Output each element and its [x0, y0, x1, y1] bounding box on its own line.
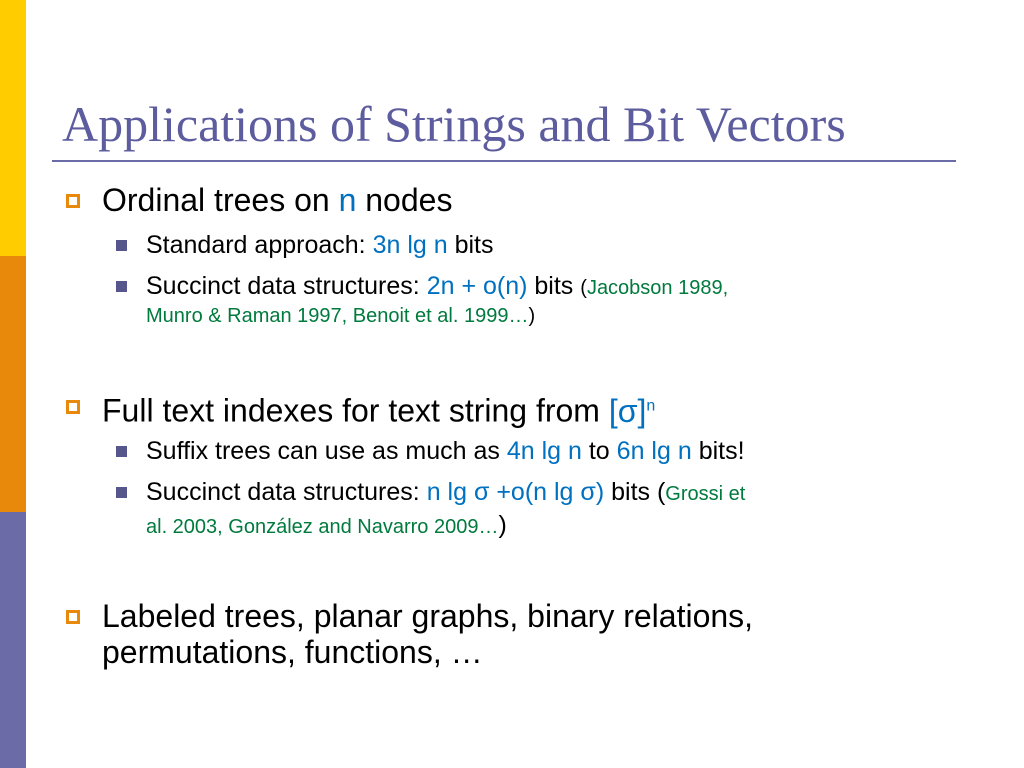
math-expression: n lg σ +o(n lg σ) [426, 478, 605, 506]
sub-bullet-succinct-trees [116, 271, 966, 329]
small-square-bullet-icon [116, 240, 127, 251]
orange-square-bullet-icon [66, 194, 80, 208]
side-color-bar [0, 0, 26, 768]
bullet-text: Full text indexes for text string from $[\sigma]^n$ [102, 392, 656, 429]
citation: Jacobson 1989, [586, 277, 729, 299]
title-divider [52, 160, 956, 162]
citation-continuation: al. 2003, González and Navarro 2009…) [146, 511, 507, 539]
math-expression: 4n lg n [506, 437, 582, 465]
bullet-text: Ordinal trees on n nodes [102, 182, 453, 218]
orange-square-bullet-icon [66, 610, 80, 624]
bullet-ordinal-trees [64, 182, 964, 218]
slide-title: Applications of Strings and Bit Vectors [62, 96, 846, 152]
citation: Grossi et [665, 483, 746, 505]
math-sigma-n: $[\sigma]^n$ [608, 392, 656, 429]
bullet-full-text-indexes [64, 388, 964, 429]
sub-bullet-suffix-trees [116, 436, 966, 466]
small-square-bullet-icon [116, 487, 127, 498]
side-bar-yellow [0, 0, 26, 256]
math-expression: 2n + o(n) [426, 272, 528, 300]
math-n: n [338, 182, 357, 218]
bullet-text: Labeled trees, planar graphs, binary relations, permutations, functions, … [102, 598, 754, 670]
sub-bullet-text: Standard approach: 3n lg n bits [146, 231, 494, 259]
small-square-bullet-icon [116, 281, 127, 292]
sub-bullet-succinct-strings [116, 477, 966, 543]
sub-bullet-standard-approach [116, 230, 966, 260]
side-bar-purple [0, 512, 26, 768]
sub-bullet-text: Succinct data structures: 2n + o(n) bits (Jacobson 1989, [146, 272, 729, 300]
bullet-labeled-trees [64, 598, 964, 670]
sub-bullet-text: Suffix trees can use as much as 4n lg n to 6n lg n bits! [146, 437, 745, 465]
sub-bullet-text: Succinct data structures: n lg σ +o(n lg σ) bits (Grossi et [146, 478, 746, 506]
small-square-bullet-icon [116, 446, 127, 457]
citation-continuation: Munro & Raman 1997, Benoit et al. 1999…) [146, 305, 536, 327]
orange-square-bullet-icon [66, 400, 80, 414]
math-expression: 6n lg n [616, 437, 692, 465]
side-bar-orange [0, 256, 26, 512]
math-expression: 3n lg n [372, 231, 448, 259]
